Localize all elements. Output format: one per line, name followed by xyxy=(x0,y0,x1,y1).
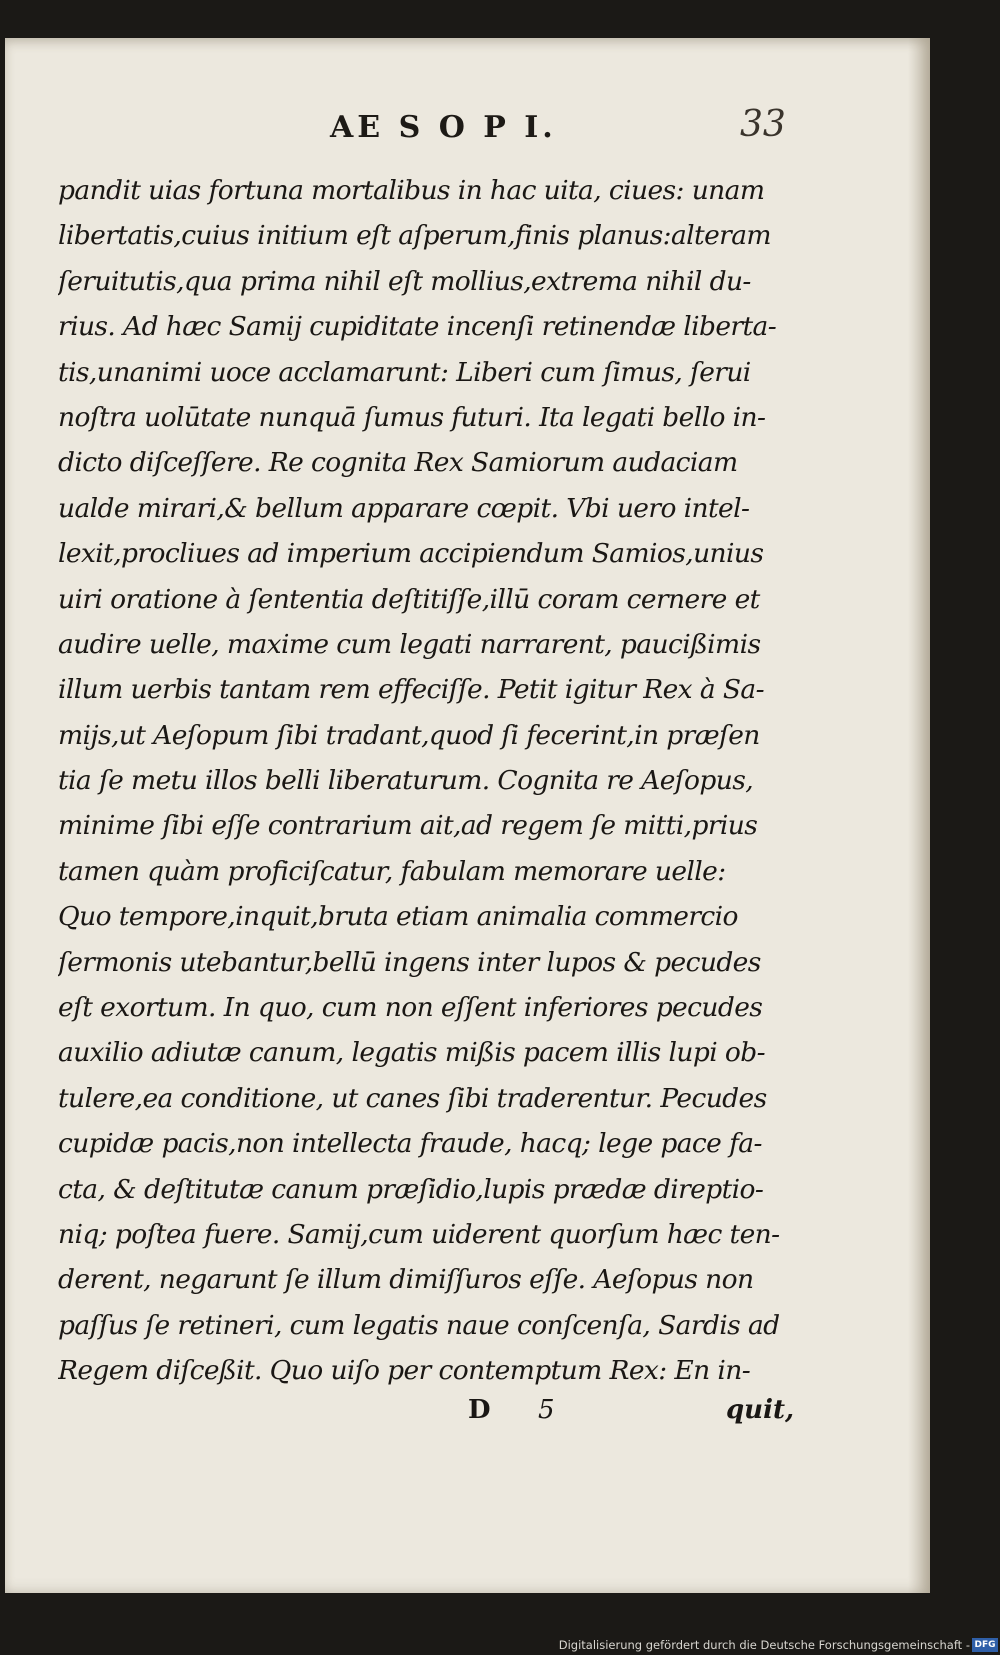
text-line: tia ſe metu illos belli liberaturum. Cognita re Aeſopus, xyxy=(58,765,754,797)
text-line: lexit,procliues ad imperium accipiendum Samios,unius xyxy=(58,538,764,570)
text-line: illum uerbis tantam rem effeciſſe. Petit igitur Rex à Sa- xyxy=(58,674,764,706)
text-line: tulere,ea conditione, ut canes ſibi traderentur. Pecudes xyxy=(58,1082,767,1114)
text-line: ualde mirari,& bellum apparare cœpit. Vbi uero intel- xyxy=(58,492,750,524)
text-line: ſeruitutis,qua prima nihil eſt mollius,extrema nihil du- xyxy=(58,265,751,297)
signature-number: 5 xyxy=(538,1395,555,1425)
text-line: auxilio adiutæ canum, legatis mißis pacem illis lupi ob- xyxy=(58,1037,765,1069)
funding-credit: Digitalisierung gefördert durch die Deutsche Forschungsgemeinschaft - xyxy=(558,1638,970,1652)
page-gutter-shadow xyxy=(908,38,930,1593)
text-line: mijs,ut Aeſopum ſibi tradant,quod ſi fecerint,in præſen xyxy=(58,719,760,751)
signature-mark: D xyxy=(468,1395,491,1425)
text-line: cta, & deſtitutæ canum præſidio,lupis prædæ direptio- xyxy=(58,1173,764,1205)
text-line: paſſus ſe retineri, cum legatis naue conſcenſa, Sardis ad xyxy=(58,1309,780,1341)
text-line: audire uelle, maxime cum legati narrarent, paucißimis xyxy=(58,628,761,660)
text-line: ſermonis utebantur,bellū ingens inter lupos & pecudes xyxy=(58,946,761,978)
dfg-logo-icon: DFG xyxy=(972,1638,998,1652)
text-line: Regem diſceßit. Quo uiſo per contemptum Rex: En in- xyxy=(58,1355,751,1387)
text-line: tis,unanimi uoce acclamarunt: Liberi cum ſimus, ſerui xyxy=(58,356,751,388)
body-text xyxy=(58,168,796,1394)
text-line: pandit uias fortuna mortalibus in hac uita, ciues: unam xyxy=(58,175,765,206)
text-line: noſtra uolūtate nunquā ſumus futuri. Ita legati bello in- xyxy=(58,401,766,433)
text-line: derent, negarunt ſe illum dimiſſuros eſſe. Aeſopus non xyxy=(58,1264,754,1296)
catchword: quit, xyxy=(726,1395,795,1425)
text-line: cupidæ pacis,non intellecta fraude, hacq; lege pace fa- xyxy=(58,1128,762,1160)
signature-row xyxy=(58,1395,796,1435)
text-line: rius. Ad hæc Samij cupiditate incenſi retinendæ liberta- xyxy=(58,311,777,343)
text-line: Quo tempore,inquit,bruta etiam animalia commercio xyxy=(58,901,738,933)
page-number: 33 xyxy=(740,104,786,145)
text-line: dicto diſceſſere. Re cognita Rex Samiorum audaciam xyxy=(58,447,738,479)
footer-bar xyxy=(0,1633,1000,1655)
page-header xyxy=(0,104,1000,154)
text-line: minime ſibi eſſe contrarium ait,ad regem ſe mitti,prius xyxy=(58,810,758,842)
running-head: AE S O P I. xyxy=(330,110,557,145)
text-line: eſt exortum. In quo, cum non eſſent inferiores pecudes xyxy=(58,992,763,1024)
text-line: tamen quàm proficiſcatur, fabulam memorare uelle: xyxy=(58,855,726,887)
text-line: niq; poſtea fuere. Samij,cum uiderent quorſum hæc ten- xyxy=(58,1218,780,1250)
text-line: uiri oratione à ſententia deſtitiſſe,illū coram cernere et xyxy=(58,583,760,615)
text-line: libertatis,cuius initium eſt aſperum,finis planus:alteram xyxy=(58,220,771,252)
